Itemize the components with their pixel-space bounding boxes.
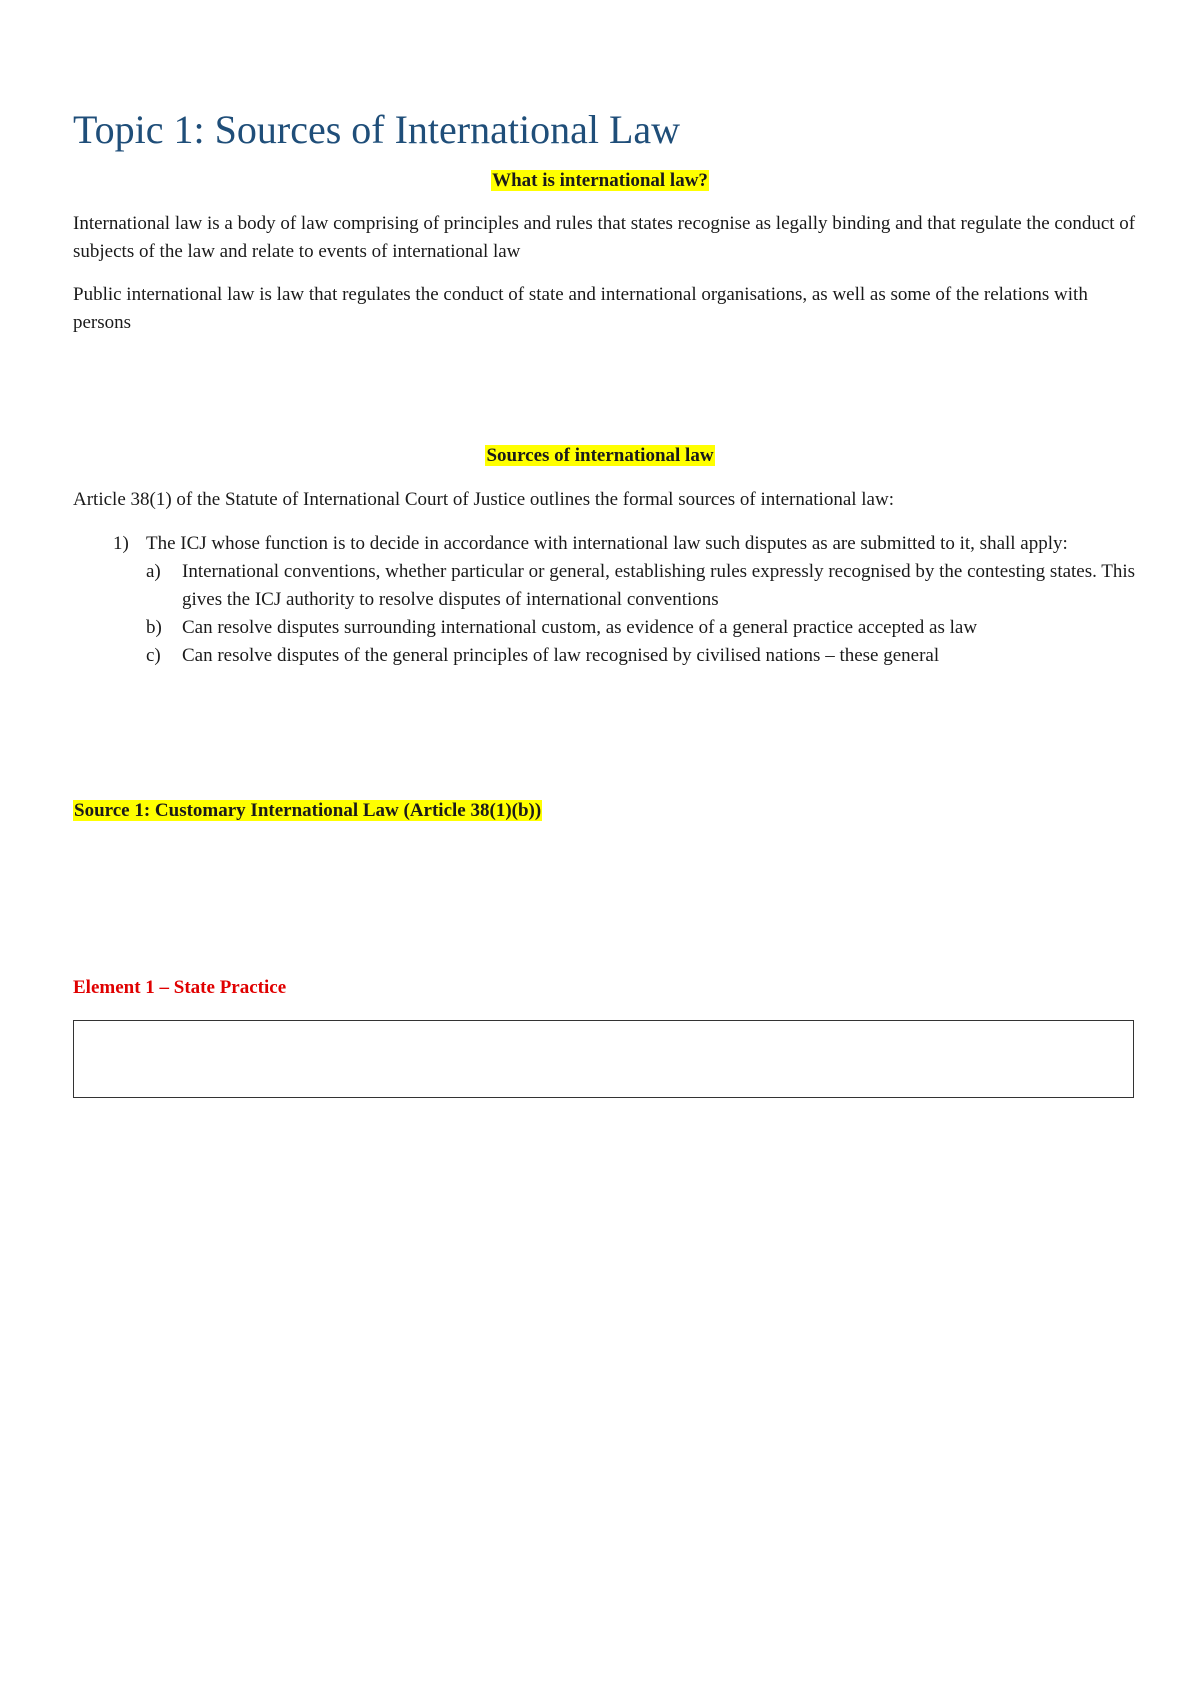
element-heading-state-practice: Element 1 – State Practice (73, 977, 287, 998)
list-marker: 1) (113, 533, 129, 554)
sub-list-item (73, 558, 1143, 614)
sub-list-marker: a) (146, 561, 161, 582)
section-heading-customary-law (73, 800, 542, 822)
section-heading-what-is-international-law (0, 170, 1200, 192)
sub-list-marker: c) (146, 645, 161, 666)
paragraph-article-38-intro: Article 38(1) of the Statute of International Court of Justice outlines the formal sources of international law: (73, 489, 894, 510)
sub-list-marker: b) (146, 617, 162, 638)
list-item-text: The ICJ whose function is to decide in accordance with international law such disputes as are submitted to it, shall apply: (146, 533, 1068, 554)
sub-list-item-text: Can resolve disputes of the general principles of law recognised by civilised nations – these general (182, 645, 940, 666)
highlighted-heading-text: What is international law? (492, 170, 708, 191)
document-title: Topic 1: Sources of International Law (73, 107, 681, 152)
list-item (73, 530, 1143, 558)
sub-list-item-text: International conventions, whether particular or general, establishing rules expressly recognised by the contesting states. This gives the ICJ authority to resolve disputes of international conventions (182, 561, 1136, 610)
sub-list-item-text: Can resolve disputes surrounding international custom, as evidence of a general practice accepted as law (182, 617, 978, 638)
highlighted-heading-text: Source 1: Customary International Law (Article 38(1)(b)) (74, 800, 542, 821)
paragraph-definition: International law is a body of law comprising of principles and rules that states recognise as legally binding and that regulate the conduct of subjects of the law and relate to events of international law (73, 213, 1136, 262)
numbered-list (73, 530, 1143, 670)
sub-list-item (73, 614, 1143, 642)
section-heading-sources (0, 445, 1200, 467)
highlighted-heading-text: Sources of international law (486, 445, 714, 466)
sub-list-item (73, 642, 1143, 670)
state-practice-answer-box[interactable] (73, 1020, 1134, 1098)
paragraph-public-international-law: Public international law is law that regulates the conduct of state and international organisations, as well as some of the relations with persons (73, 284, 1088, 333)
